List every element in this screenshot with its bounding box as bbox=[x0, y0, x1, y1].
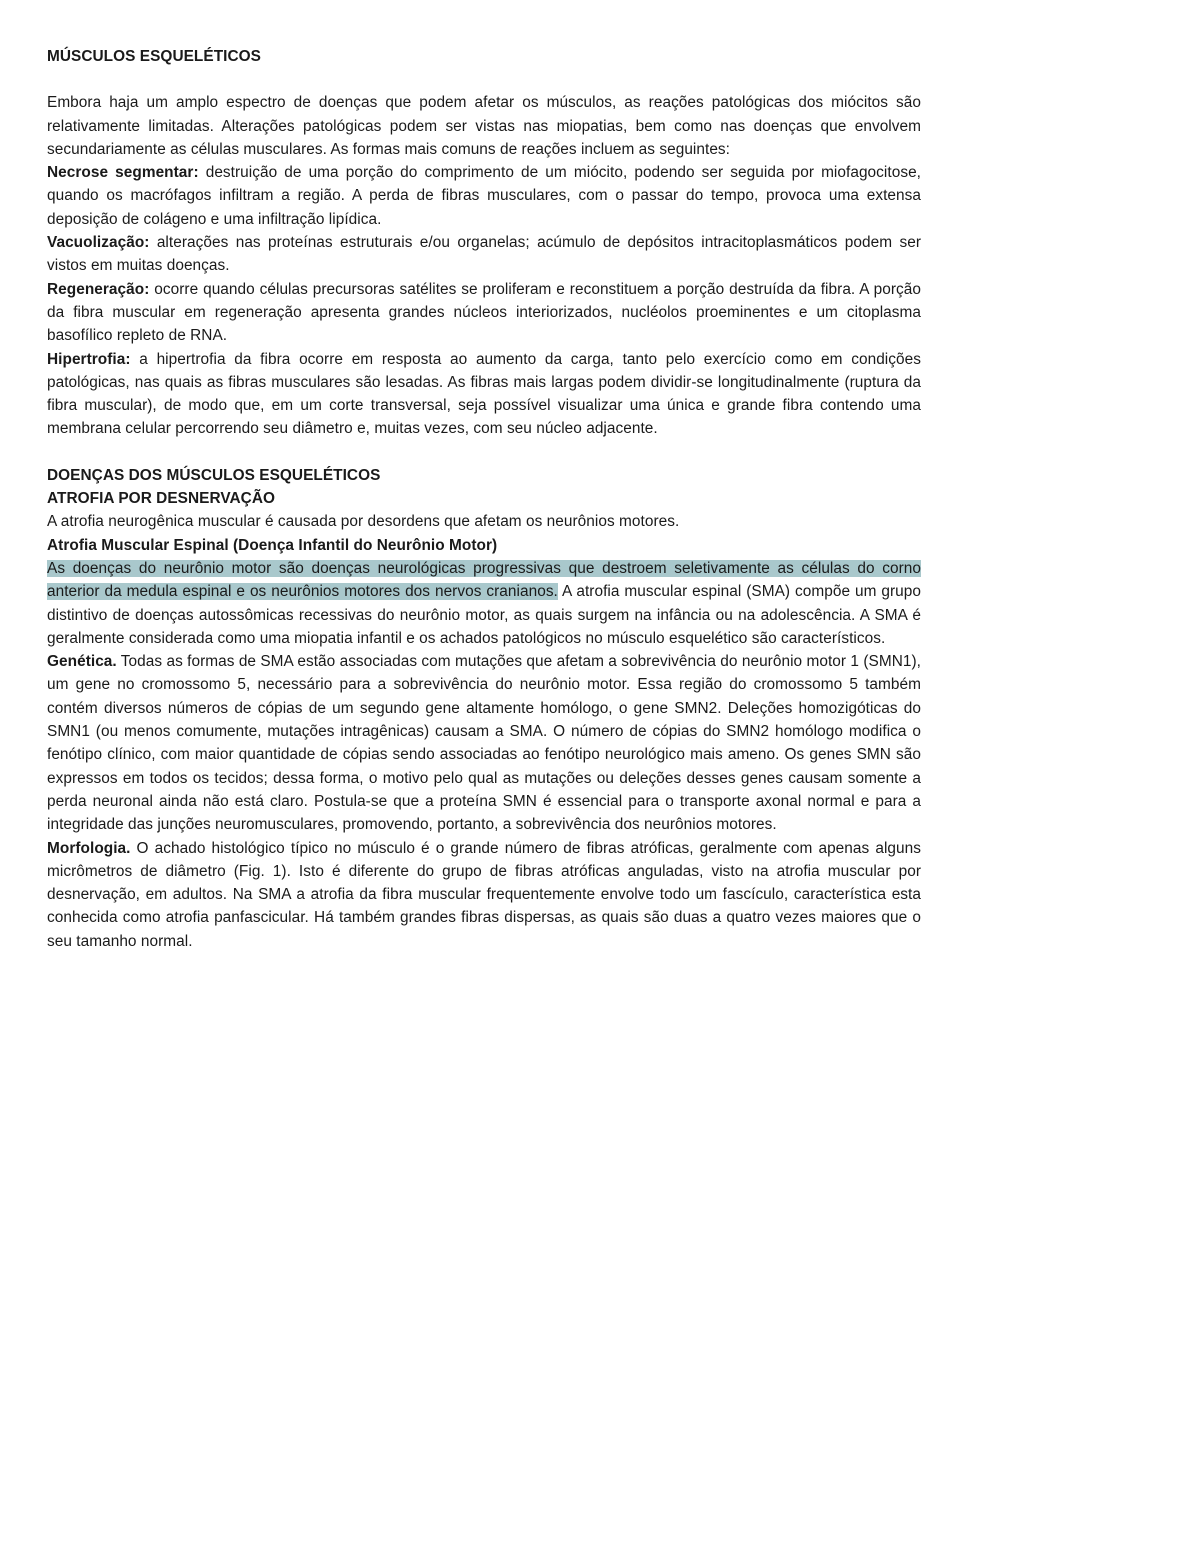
term-genetica: Genética. bbox=[47, 653, 117, 671]
term-necrose: Necrose segmentar: bbox=[47, 164, 199, 182]
term-vacuolizacao: Vacuolização: bbox=[47, 234, 150, 252]
term-morfologia: Morfologia. bbox=[47, 839, 131, 857]
item-hipertrofia bbox=[47, 348, 921, 441]
morphology-paragraph bbox=[47, 837, 921, 953]
text-morfologia: O achado histológico típico no músculo é o grande número de fibras atróficas, geralmente com apenas alguns micrômetros de diâmetro (Fig. 1). Isto é diferente do grupo de fibras atróficas anguladas, visto na atrofia muscular por desnervação, em adultos. Na SMA a atrofia da fibra muscular frequentemente envolve todo um fascículo, característica esta conhecida como atrofia panfascicular. Há também grandes fibras dispersas, as quais são duas a quatro vezes maiores que o seu tamanho normal. bbox=[47, 839, 921, 950]
highlighted-text[interactable]: As doenças do neurônio motor são doenças neurológicas progressivas que destroem seletivamente as células do corno anterior da medula espinal e os neurônios motores dos nervos cranianos. bbox=[47, 559, 921, 601]
genetics-paragraph bbox=[47, 650, 921, 836]
document-page bbox=[47, 45, 921, 953]
term-hipertrofia: Hipertrofia: bbox=[47, 350, 131, 368]
text-genetica: Todas as formas de SMA estão associadas com mutações que afetam a sobrevivência do neurônio motor 1 (SMN1), um gene no cromossomo 5, necessário para a sobrevivência do neurônio motor. Essa região do cromossomo 5 também contém diversos números de cópias de um segundo gene altamente homólogo, o gene SMN2. Deleções homozigóticas do SMN1 (ou menos comumente, mutações intragênicas) causam a SMA. O número de cópias do SMN2 homólogo modifica o fenótipo clínico, com maior quantidade de cópias sendo associadas ao fenótipo neurológico mais ameno. Os genes SMN são expressos em todos os tecidos; dessa forma, o motivo pelo qual as mutações ou deleções desses genes causam somente a perda neuronal ainda não está claro. Postula-se que a proteína SMN é essencial para o transporte axonal normal e para a integridade das junções neuromusculares, promovendo, portanto, a sobrevivência dos neurônios motores. bbox=[47, 653, 921, 834]
section-gap bbox=[47, 441, 921, 464]
lead-paragraph: A atrofia neurogênica muscular é causada por desordens que afetam os neurônios motores. bbox=[47, 513, 680, 531]
item-vacuolizacao bbox=[47, 231, 921, 278]
term-regeneracao: Regeneração: bbox=[47, 280, 150, 298]
section-title-doencas: DOENÇAS DOS MÚSCULOS ESQUELÉTICOS bbox=[47, 466, 381, 484]
text-regeneracao: ocorre quando células precursoras satélites se proliferam e reconstituem a porção destruída da fibra. A porção da fibra muscular em regeneração apresenta grandes núcleos interiorizados, nucléolos proeminentes e um citoplasma basofílico repleto de RNA. bbox=[47, 280, 921, 345]
section-subtitle-atrofia: ATROFIA POR DESNERVAÇÃO bbox=[47, 490, 276, 508]
item-regeneracao bbox=[47, 278, 921, 348]
subheading-sma: Atrofia Muscular Espinal (Doença Infantil do Neurônio Motor) bbox=[47, 536, 498, 554]
intro-paragraph: Embora haja um amplo espectro de doenças que podem afetar os músculos, as reações patológicas dos miócitos são relativamente limitadas. Alterações patológicas podem ser vistas nas miopatias, bem como nas doenças que envolvem secundariamente as células musculares. As formas mais comuns de reações incluem as seguintes: bbox=[47, 94, 921, 158]
text-vacuolizacao: alterações nas proteínas estruturais e/ou organelas; acúmulo de depósitos intracitoplasmáticos podem ser vistos em muitas doenças. bbox=[47, 234, 921, 275]
text-hipertrofia: a hipertrofia da fibra ocorre em resposta ao aumento da carga, tanto pelo exercício como em condições patológicas, nas quais as fibras musculares são lesadas. As fibras mais largas podem dividir-se longitudinalmente (ruptura da fibra muscular), de modo que, em um corte transversal, seja possível visualizar uma única e grande fibra contendo uma membrana celular percorrendo seu diâmetro e, muitas vezes, com seu núcleo adjacente. bbox=[47, 350, 921, 438]
sma-paragraph bbox=[47, 557, 921, 650]
item-necrose bbox=[47, 161, 921, 231]
sma-text: A atrofia muscular espinal (SMA) compõe um grupo distintivo de doenças autossômicas recessivas do neurônio motor, as quais surgem na infância ou na adolescência. A SMA é geralmente considerada como uma miopatia infantil e os achados patológicos no músculo esquelético são característicos. bbox=[47, 583, 921, 647]
text-necrose: destruição de uma porção do comprimento de um miócito, podendo ser seguida por miofagocitose, quando os macrófagos infiltram a região. A perda de fibras musculares, com o passar do tempo, provoca uma extensa deposição de colágeno e uma infiltração lipídica. bbox=[47, 164, 922, 228]
section-title-musculos: MÚSCULOS ESQUELÉTICOS bbox=[47, 48, 261, 65]
